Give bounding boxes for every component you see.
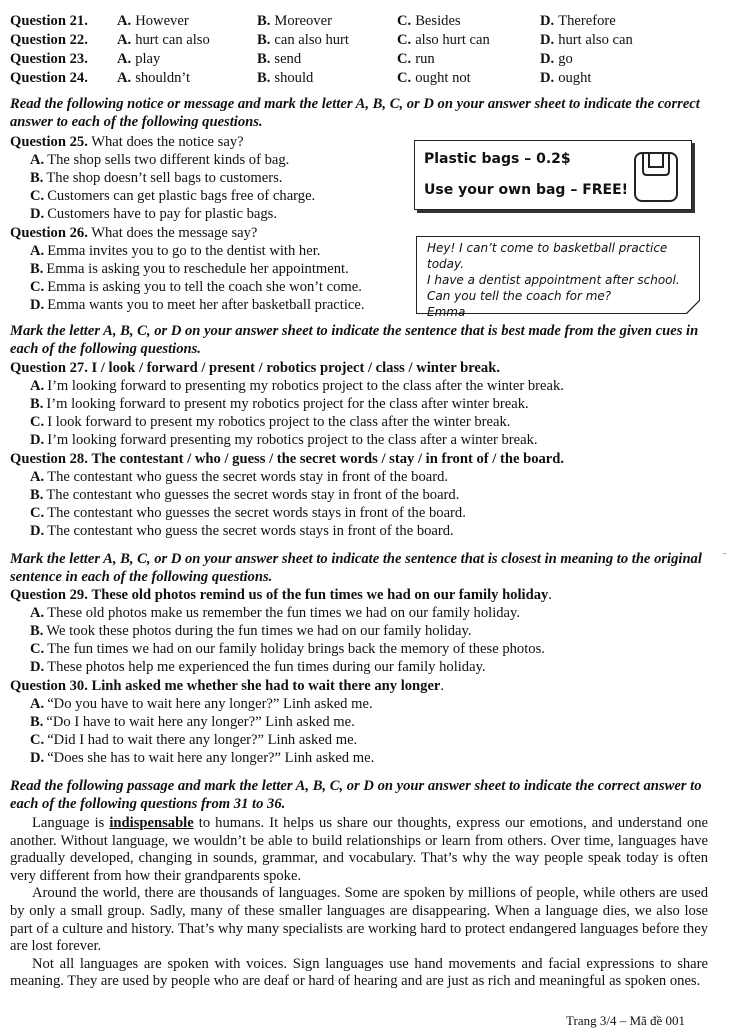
option-text: I’m looking forward to present my robotics project for the class after winter break. xyxy=(46,396,529,412)
option-letter: D. xyxy=(540,13,555,29)
underlined-keyword: indispensable xyxy=(109,815,194,831)
option-c[interactable] xyxy=(397,50,435,68)
option-letter: D. xyxy=(30,523,45,539)
question-label: Question 30. xyxy=(10,678,88,694)
option-text: hurt also can xyxy=(558,32,633,48)
option-text: However xyxy=(135,13,189,29)
option-text: These old photos make us remember the fun times we had on our family holiday. xyxy=(47,605,521,621)
passage-paragraph-3: Not all languages are spoken with voices. Sign languages use hand movements and facial expressions to share meaning. They are used by people who are deaf or hard of hearing and are just as rich and meaningful as spoken ones. xyxy=(10,955,708,990)
option-text: go xyxy=(558,51,573,67)
q30-option-d[interactable] xyxy=(30,749,374,767)
option-text: “Do you have to wait here any longer?” Linh asked me. xyxy=(47,696,373,712)
option-text: Customers have to pay for plastic bags. xyxy=(47,206,278,222)
option-text: also hurt can xyxy=(415,32,490,48)
option-text: The fun times we had on our family holiday brings back the memory of these photos. xyxy=(47,641,545,657)
q26-option-c[interactable] xyxy=(30,278,362,296)
section-instruction-notice: Read the following notice or message and mark the letter A, B, C, or D on your answer sheet to indicate the correct answer to each of the following questions. xyxy=(10,96,700,130)
question-text: These old photos remind us of the fun times we had on our family holiday xyxy=(91,587,549,603)
answer-row-24 xyxy=(10,69,730,87)
option-letter: C. xyxy=(30,188,45,204)
question-label: Question 24. xyxy=(10,70,88,86)
notice-line-1: Plastic bags – 0.2$ xyxy=(424,151,571,167)
option-letter: A. xyxy=(117,51,132,67)
option-letter: B. xyxy=(257,32,271,48)
option-letter: D. xyxy=(540,32,555,48)
answer-row-23 xyxy=(10,50,730,68)
question-27 xyxy=(10,359,500,377)
option-letter: B. xyxy=(257,13,271,29)
option-letter: C. xyxy=(30,641,45,657)
q29-option-a[interactable] xyxy=(30,604,520,622)
option-letter: C. xyxy=(397,51,412,67)
option-letter: C. xyxy=(30,505,45,521)
option-letter: C. xyxy=(397,13,412,29)
option-letter: B. xyxy=(30,487,44,503)
q25-option-c[interactable] xyxy=(30,187,315,205)
question-text: The contestant / who / guess / the secret words / stay / in front of / the board. xyxy=(91,451,565,467)
option-text: The contestant who guess the secret words stays in front of the board. xyxy=(47,523,454,539)
option-d[interactable] xyxy=(540,12,616,30)
passage-paragraph-2: Around the world, there are thousands of languages. Some are spoken by millions of people, while others are used by only a small group. Sadly, many of these smaller languages are disappearing. When a language dies, we also lose part of a culture and history. That’s why many specialists are working hard to protect endangered languages before they are lost forever. xyxy=(10,885,708,955)
option-c[interactable] xyxy=(397,31,490,49)
q25-option-d[interactable] xyxy=(30,205,277,223)
option-text: shouldn’t xyxy=(135,70,191,86)
q28-option-a[interactable] xyxy=(30,468,448,486)
q26-option-d[interactable] xyxy=(30,296,365,314)
option-text: These photos help me experienced the fun times during our family holiday. xyxy=(47,659,486,675)
question-text: What does the notice say? xyxy=(91,134,244,150)
q28-option-b[interactable] xyxy=(30,486,459,504)
section-instruction-cues: Mark the letter A, B, C, or D on your answer sheet to indicate the sentence that is best made from the given cues in each of the following questions. xyxy=(10,323,699,357)
option-letter: D. xyxy=(30,750,45,766)
message-line-2: I have a dentist appointment after school. xyxy=(427,273,680,287)
question-text: I / look / forward / present / robotics project / class / winter break. xyxy=(91,360,500,376)
q27-option-d[interactable] xyxy=(30,431,538,449)
question-text: Linh asked me whether she had to wait there any longer xyxy=(91,678,441,694)
answer-row-21 xyxy=(10,12,730,30)
question-label: Question 23. xyxy=(10,51,88,67)
option-a[interactable] xyxy=(117,12,189,30)
question-label: Question 25. xyxy=(10,134,88,150)
option-text: The shop sells two different kinds of bag. xyxy=(47,152,290,168)
option-letter: A. xyxy=(30,605,45,621)
option-text: Emma is asking you to reschedule her appointment. xyxy=(46,261,349,277)
page-footer: Trang 3/4 – Mã đề 001 xyxy=(566,1013,686,1028)
option-letter: B. xyxy=(257,70,271,86)
option-letter: A. xyxy=(30,378,45,394)
option-letter: C. xyxy=(30,732,45,748)
question-label: Question 22. xyxy=(10,32,88,48)
option-a[interactable] xyxy=(117,50,160,68)
option-b[interactable] xyxy=(257,69,313,87)
option-letter: C. xyxy=(397,70,412,86)
option-letter: D. xyxy=(30,432,45,448)
option-text: “Do I have to wait here any longer?” Linh asked me. xyxy=(46,714,355,730)
option-text: Moreover xyxy=(274,13,332,29)
option-letter: B. xyxy=(257,51,271,67)
option-text: I’m looking forward presenting my robotics project to the class after a winter break. xyxy=(47,432,538,448)
q29-option-d[interactable] xyxy=(30,658,486,676)
option-letter: C. xyxy=(30,414,45,430)
option-letter: A. xyxy=(30,152,45,168)
message-line-3: Can you tell the coach for me? xyxy=(427,289,612,303)
option-text: Emma is asking you to tell the coach she won’t come. xyxy=(47,279,362,295)
option-text: play xyxy=(135,51,161,67)
option-letter: B. xyxy=(30,623,44,639)
q30-option-c[interactable] xyxy=(30,731,357,749)
option-c[interactable] xyxy=(397,69,471,87)
message-line-1: Hey! I can’t come to basketball practice today. xyxy=(427,241,668,271)
question-label: Question 29. xyxy=(10,587,88,603)
question-26 xyxy=(10,224,257,242)
question-label: Question 21. xyxy=(10,13,88,29)
option-letter: B. xyxy=(30,396,44,412)
q26-option-a[interactable] xyxy=(30,242,320,260)
option-letter: A. xyxy=(30,243,45,259)
option-text: Besides xyxy=(415,13,461,29)
option-b[interactable] xyxy=(257,12,332,30)
option-text: Customers can get plastic bags free of charge. xyxy=(47,188,316,204)
notice-line-2: Use your own bag – FREE! xyxy=(424,182,629,198)
option-d[interactable] xyxy=(540,69,591,87)
option-letter: A. xyxy=(117,32,132,48)
question-text: What does the message say? xyxy=(91,225,258,241)
shopping-bag-icon xyxy=(633,149,679,203)
message-signature: Emma xyxy=(427,305,466,319)
option-text: ought xyxy=(558,70,592,86)
option-text: hurt can also xyxy=(135,32,210,48)
question-label: Question 27. xyxy=(10,360,88,376)
option-letter: A. xyxy=(30,469,45,485)
option-text: ought not xyxy=(415,70,471,86)
emma-message-note xyxy=(416,236,700,319)
q26-option-b[interactable] xyxy=(30,260,349,278)
option-text: should xyxy=(274,70,314,86)
page-fold-icon xyxy=(686,300,700,314)
option-a[interactable] xyxy=(117,69,190,87)
option-letter: B. xyxy=(30,261,44,277)
q30-option-b[interactable] xyxy=(30,713,355,731)
option-b[interactable] xyxy=(257,31,349,49)
option-letter: D. xyxy=(540,70,555,86)
q25-option-a[interactable] xyxy=(30,151,289,169)
option-text: “Does she has to wait here any longer?” Linh asked me. xyxy=(47,750,375,766)
option-d[interactable] xyxy=(540,31,633,49)
passage-paragraph-1 xyxy=(10,815,708,885)
q28-option-d[interactable] xyxy=(30,522,454,540)
option-b[interactable] xyxy=(257,50,301,68)
option-c[interactable] xyxy=(397,12,461,30)
option-text: The contestant who guesses the secret words stays in front of the board. xyxy=(47,505,466,521)
q27-option-c[interactable] xyxy=(30,413,510,431)
option-letter: D. xyxy=(540,51,555,67)
option-a[interactable] xyxy=(117,31,210,49)
option-text: can also hurt xyxy=(274,32,349,48)
q27-option-a[interactable] xyxy=(30,377,564,395)
question-28 xyxy=(10,450,564,468)
option-text: The shop doesn’t sell bags to customers. xyxy=(46,170,283,186)
option-text: send xyxy=(274,51,302,67)
option-text: The contestant who guesses the secret words stay in front of the board. xyxy=(46,487,460,503)
question-25 xyxy=(10,133,244,151)
answer-row-22 xyxy=(10,31,730,49)
question-label: Question 28. xyxy=(10,451,88,467)
question-30: Question 30. Linh asked me whether she had to wait there any longer. xyxy=(10,678,445,694)
option-letter: C. xyxy=(397,32,412,48)
q29-option-c[interactable] xyxy=(30,640,545,658)
option-text: Emma invites you to go to the dentist with her. xyxy=(47,243,321,259)
option-text: Emma wants you to meet her after basketball practice. xyxy=(47,297,365,313)
option-letter: D. xyxy=(30,659,45,675)
plastic-bag-notice xyxy=(414,140,692,210)
q29-option-b[interactable] xyxy=(30,622,471,640)
option-text: We took these photos during the fun times we had on our family holiday. xyxy=(46,623,472,639)
option-text: run xyxy=(415,51,435,67)
section-instruction-meaning: Mark the letter A, B, C, or D on your answer sheet to indicate the sentence that is closest in meaning to the original sentence in each of the following questions. xyxy=(10,551,702,585)
section-instruction-passage: Read the following passage and mark the letter A, B, C, or D on your answer sheet to indicate the correct answer to each of the following questions from 31 to 36. xyxy=(10,778,702,812)
option-text: The contestant who guess the secret words stay in front of the board. xyxy=(47,469,449,485)
option-letter: B. xyxy=(30,170,44,186)
option-letter: D. xyxy=(30,206,45,222)
option-letter: D. xyxy=(30,297,45,313)
option-letter: A. xyxy=(30,696,45,712)
option-text: “Did I had to wait there any longer?” Linh asked me. xyxy=(47,732,358,748)
option-d[interactable] xyxy=(540,50,573,68)
option-text: I’m looking forward to presenting my robotics project to the class after the winter break. xyxy=(47,378,564,394)
option-letter: B. xyxy=(30,714,44,730)
paragraph-text: to humans. It helps us share our thoughts, express our emotions, and understand one another. Without language, we wouldn’t be able to build relationships or learn from others. Over time, languages have gradually developed, changing in sounds, grammar, and vocabulary. That’s why the way people speak today is often very different from how their grandparents spoke. xyxy=(10,815,709,884)
reading-passage xyxy=(10,815,708,991)
option-letter: C. xyxy=(30,279,45,295)
option-text: I look forward to present my robotics project to the class after the winter break. xyxy=(47,414,511,430)
option-letter: A. xyxy=(117,13,132,29)
q25-option-b[interactable] xyxy=(30,169,282,187)
q30-option-a[interactable] xyxy=(30,695,373,713)
option-text: Therefore xyxy=(558,13,616,29)
question-label: Question 26. xyxy=(10,225,88,241)
paragraph-text: Language is xyxy=(32,815,105,831)
q28-option-c[interactable] xyxy=(30,504,466,522)
question-29: Question 29. These old photos remind us of the fun times we had on our family holiday. xyxy=(10,587,552,603)
option-letter: A. xyxy=(117,70,132,86)
margin-mark-icon: ⁻ xyxy=(722,551,728,562)
q27-option-b[interactable] xyxy=(30,395,529,413)
